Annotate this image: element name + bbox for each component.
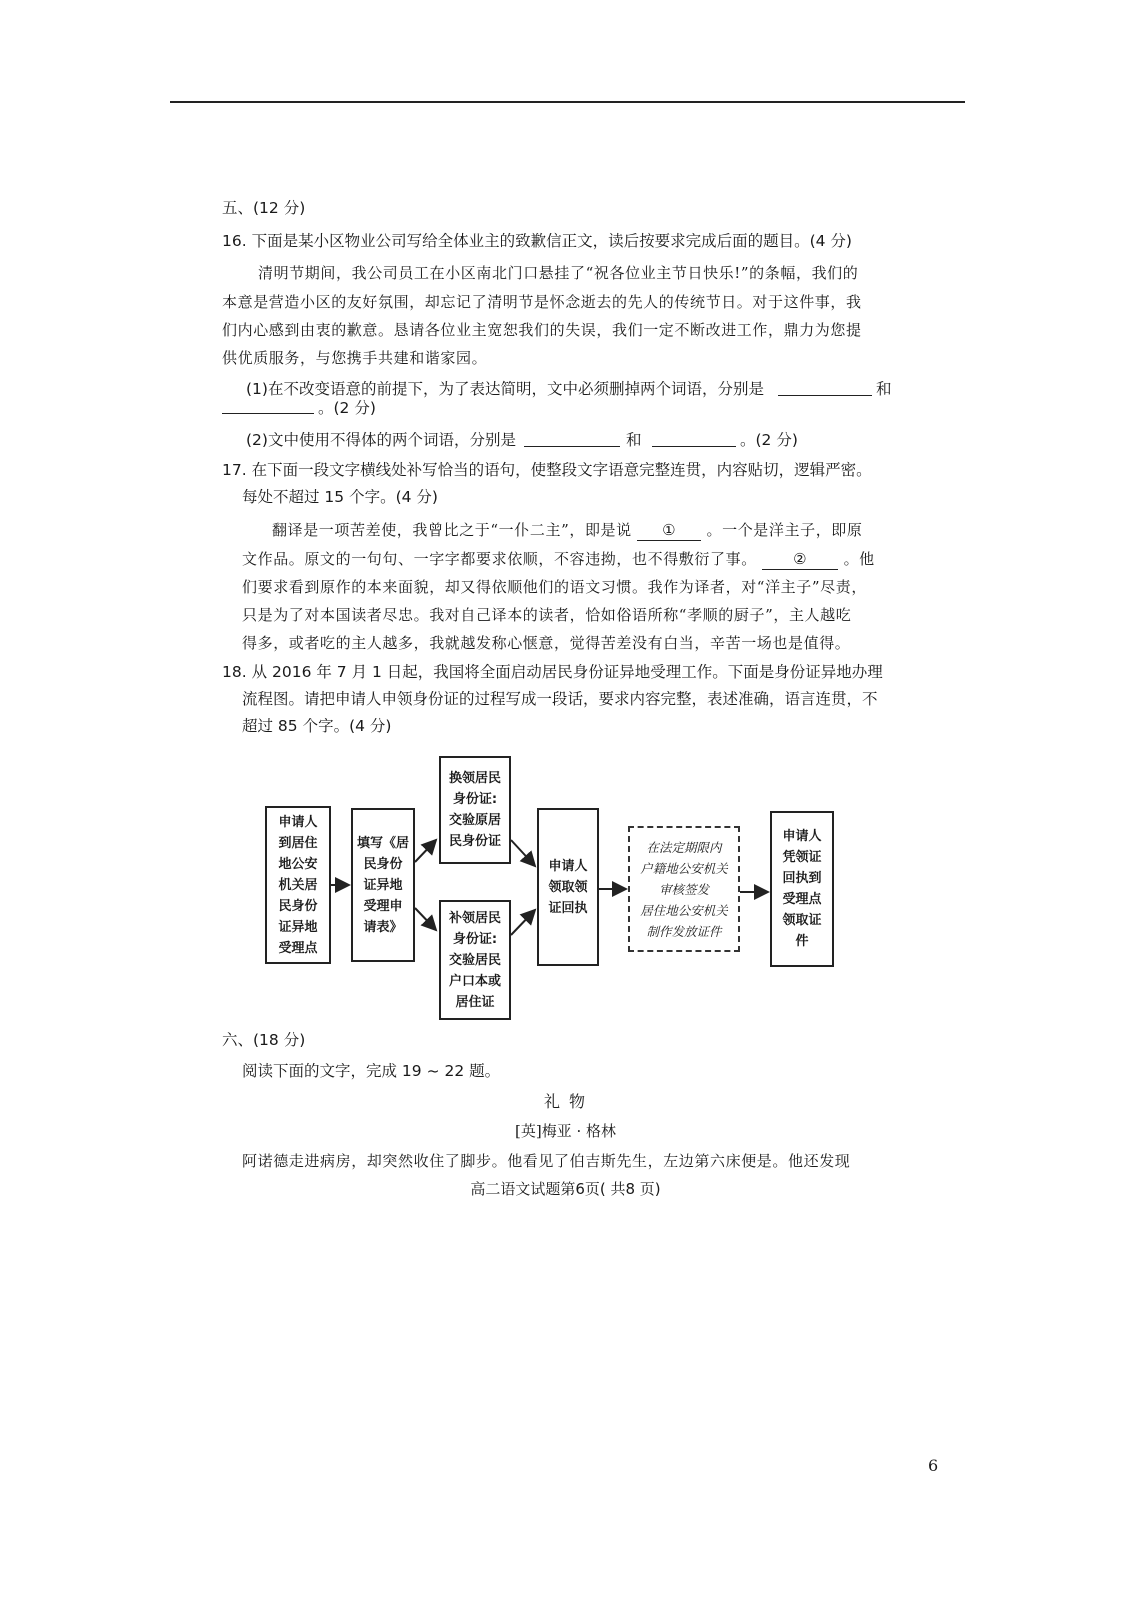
flow-box-2-line: 证异地 <box>363 877 403 893</box>
q17-line2-part-a: 文作品。原文的一句句、一字字都要求依顺，不容违拗，也不得敷衍了事。 <box>242 550 757 568</box>
flow-box-4-line: 居住证 <box>455 994 495 1010</box>
flow-box-7-line: 申请人 <box>782 829 822 844</box>
flow-box-4-line: 户口本或 <box>448 973 501 989</box>
flow-box-7-line: 件 <box>795 934 809 949</box>
arrow-3-to-5 <box>511 840 535 866</box>
running-footer: 高二语文试题第6页( 共8 页) <box>470 1180 661 1198</box>
flow-box-1-line: 申请人 <box>278 814 318 830</box>
story-author: [英]梅亚 · 格林 <box>514 1122 616 1140</box>
flow-box-4-line: 补领居民 <box>448 910 501 926</box>
q16-sub2-and: 和 <box>626 431 642 449</box>
flow-box-4-line: 身份证: <box>452 931 498 947</box>
flow-box-1-line: 机关居 <box>278 877 318 893</box>
arrow-4-to-5 <box>511 910 535 935</box>
flow-box-6-line: 在法定期限内 <box>646 839 722 855</box>
flow-box-6-line: 居住地公安机关 <box>640 902 728 918</box>
flow-box-7-line: 受理点 <box>782 892 822 907</box>
question-18-stem-3: 超过 85 个字。(4 分) <box>242 717 392 735</box>
q16-passage-line-3: 们内心感到由衷的歉意。恳请各位业主宽恕我们的失误，我们一定不断改进工作，鼎力为您提 <box>222 321 862 339</box>
q16-passage-line-2: 本意是营造小区的友好氛围，却忘记了清明节是怀念逝去的先人的传统节日。对于这件事，我 <box>222 293 862 311</box>
q16-sub1-end: 。(2 分) <box>318 399 376 417</box>
flow-box-7-line: 凭领证 <box>782 850 822 865</box>
section-6-heading: 六、(18 分) <box>222 1031 306 1049</box>
flow-box-1-line: 民身份 <box>278 898 318 914</box>
arrow-2-to-4 <box>415 908 436 930</box>
flow-box-1-line: 受理点 <box>278 940 318 956</box>
flow-box-5-line: 领取领 <box>548 879 588 895</box>
q16-passage-line-4: 供优质服务，与您携手共建和谐家园。 <box>222 349 488 367</box>
q16-sub1-and: 和 <box>876 380 892 398</box>
flow-box-5-line: 申请人 <box>548 858 588 874</box>
flow-box-7-line: 领取证 <box>782 913 822 928</box>
flow-box-3-line: 身份证: <box>452 792 498 807</box>
q16-sub2-text: (2)文中使用不得体的两个词语，分别是 <box>246 431 516 449</box>
flow-box-6-line: 户籍地公安机关 <box>640 860 728 876</box>
q17-blank-1[interactable]: ① <box>637 520 701 541</box>
flow-box-5-line: 证回执 <box>548 900 588 916</box>
flow-box-3-line: 交验原居 <box>448 813 501 828</box>
page-number: 6 <box>928 1456 939 1475</box>
flow-box-4-line: 交验居民 <box>448 952 501 968</box>
flow-box-3-line: 民身份证 <box>448 834 501 849</box>
q16-sub1-text: (1)在不改变语意的前提下，为了表达简明，文中必须删掉两个词语，分别是 <box>246 380 764 398</box>
story-title: 礼 物 <box>543 1092 588 1111</box>
arrow-2-to-3 <box>415 840 436 862</box>
question-16-stem: 16. 下面是某小区物业公司写给全体业主的致歉信正文，读后按要求完成后面的题目。(4 分) <box>222 232 852 250</box>
q17-line2-part-b: 。他 <box>843 550 875 568</box>
story-first-line: 阿诺德走进病房，却突然收住了脚步。他看见了伯吉斯先生，左边第六床便是。他还发现 <box>242 1152 851 1170</box>
flow-box-2-line: 填写《居 <box>356 835 409 851</box>
question-17-stem-2: 每处不超过 15 个字。(4 分) <box>242 488 438 506</box>
q17-blank-2[interactable]: ② <box>762 549 838 570</box>
q16-sub2-end: 。(2 分) <box>740 431 798 449</box>
q17-passage-line-4: 只是为了对本国读者尽忠。我对自己译本的读者，恰如俗语所称“孝顺的厨子”，主人越吃 <box>242 606 852 624</box>
q17-line1-part-b: 。一个是洋主子，即原 <box>706 521 863 539</box>
q16-passage-line-1: 清明节期间，我公司员工在小区南北门口悬挂了“祝各位业主节日快乐!”的条幅，我们的 <box>258 264 859 282</box>
flow-box-2-line: 受理申 <box>363 898 403 914</box>
flow-box-6-line: 制作发放证件 <box>646 923 722 939</box>
flow-box-3-line: 换领居民 <box>448 771 501 786</box>
flow-box-1-line: 到居住 <box>278 835 318 851</box>
flow-box-7-line: 回执到 <box>782 871 822 886</box>
flow-box-1-line: 证异地 <box>278 919 318 935</box>
question-17-stem-1: 17. 在下面一段文字横线处补写恰当的语句，使整段文字语意完整连贯，内容贴切，逻辑严密。 <box>222 461 872 479</box>
flow-box-1-line: 地公安 <box>278 856 318 872</box>
q17-line1-part-a: 翻译是一项苦差使，我曾比之于“一仆二主”，即是说 <box>272 521 632 539</box>
q17-passage-line-5: 得多，或者吃的主人越多，我就越发称心惬意，觉得苦差没有白当，辛苦一场也是值得。 <box>242 634 851 652</box>
question-18-stem-1: 18. 从 2016 年 7 月 1 日起，我国将全面启动居民身份证异地受理工作。下面是身份证异地办理 <box>222 663 883 681</box>
section-6-intro: 阅读下面的文字，完成 19 ~ 22 题。 <box>242 1062 501 1080</box>
question-18-stem-2: 流程图。请把申请人申领身份证的过程写成一段话，要求内容完整，表述准确，语言连贯，不 <box>242 690 878 708</box>
section-5-heading: 五、(12 分) <box>222 199 306 217</box>
flow-box-2-line: 民身份 <box>363 856 403 872</box>
flow-box-2-line: 请表》 <box>363 919 403 935</box>
flow-box-6-line: 审核签发 <box>658 881 709 897</box>
q17-passage-line-3: 们要求看到原作的本来面貌，却又得依顺他们的语文习惯。我作为译者，对“洋主子”尽责， <box>242 578 867 596</box>
